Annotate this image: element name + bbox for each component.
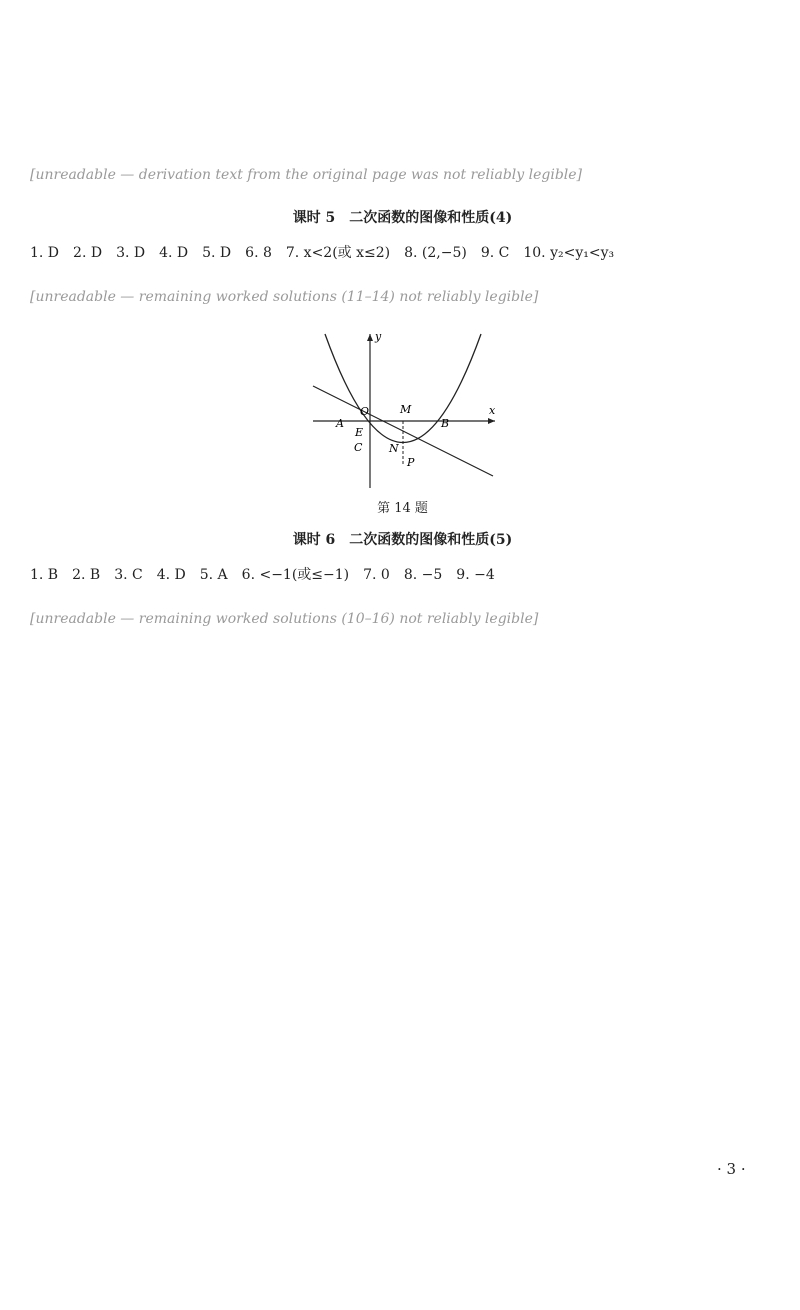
parabola-diagram — [303, 326, 503, 491]
label-n: N — [388, 442, 399, 455]
label-p: P — [406, 456, 414, 469]
page-number: · 3 · — [717, 1160, 746, 1178]
label-c: C — [353, 441, 362, 454]
section-6-answers: 1. B 2. B 3. C 4. D 5. A 6. <−1(或≤−1) 7. 0 8. −5 9. −4 — [30, 567, 495, 583]
x-axis-arrow — [488, 418, 495, 424]
section-5-placeholder: [unreadable — remaining worked solutions (11–14) not reliably legible] — [30, 289, 539, 305]
label-a: A — [335, 417, 344, 430]
section-5-answers: 1. D 2. D 3. D 4. D 5. D 6. 8 7. x<2(或 x≤2) 8. (2,−5) 9. C 10. y₂<y₁<y₃ — [30, 245, 615, 261]
section-5-title: 课时 5 二次函数的图像和性质(4) — [292, 210, 513, 226]
label-o: O — [359, 405, 369, 418]
document-page — [30, 160, 775, 648]
label-e: E — [354, 426, 363, 439]
label-m: M — [399, 403, 411, 416]
label-b: B — [440, 417, 449, 430]
figure-14 — [303, 326, 503, 516]
label-y: y — [374, 330, 381, 343]
section-6-title: 课时 6 二次函数的图像和性质(5) — [292, 532, 513, 548]
top-block: [unreadable — derivation text from the original page was not reliably legible] — [30, 167, 583, 183]
label-x: x — [488, 404, 495, 417]
y-axis-arrow — [367, 334, 373, 341]
section-6-placeholder: [unreadable — remaining worked solutions (10–16) not reliably legible] — [30, 611, 539, 627]
figure-caption: 第 14 题 — [377, 501, 428, 516]
